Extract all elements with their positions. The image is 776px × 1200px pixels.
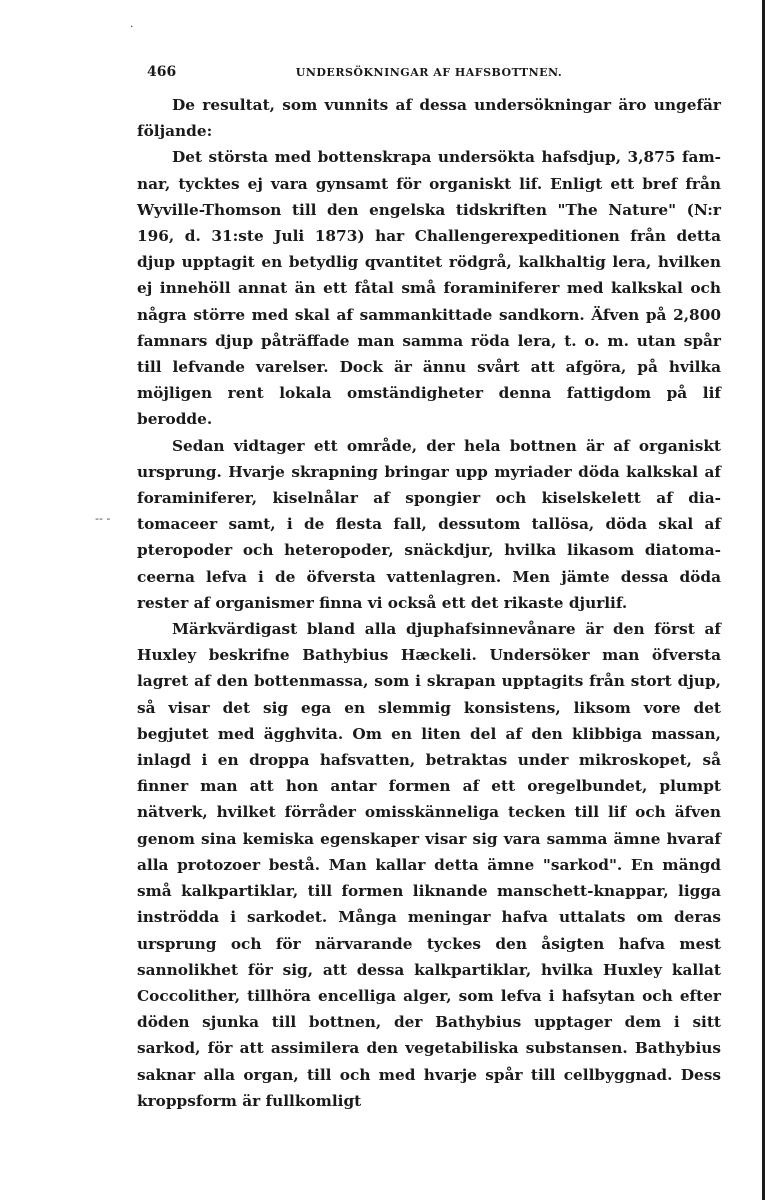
paragraph: Märkvärdigast bland alla djuphafsinnevånare är den först af Huxley beskrifne Bathybius Hæckeli. Undersöker man öfversta lagret af den bottenmassa, som i skrapan upptagits från stort djup, så visar det sig ega en slemmig konsistens, liksom vore det begjutet med ägghvita. Om en liten del af den klibbiga massan, inlagd i en droppa hafsvatten, betraktas under mikroskopet, så finner man att hon antar formen af ett oregelbundet, plumpt nätverk, hvilket förråder omisskänneliga tecken till lif och äfven genom sina kemiska egenskaper visar sig vara samma ämne hvaraf alla protozoer bestå. Man kallar detta ämne "sarkod". En mängd små kalkpartiklar, till formen liknande manschett-knappar, ligga inströdda i sarkodet. Många meningar hafva uttalats om deras ursprung och för närvarande tyckes den åsigten hafva mest sannolikhet för sig, att dessa kalkpartiklar, hvilka Huxley kallat Coccolither, tillhöra encelliga alger, som lefva i hafsytan och efter döden sjunka till bottnen, der Bathybius upptager dem i sitt sarkod, för att assimilera den vegetabiliska substansen. Bathybius saknar alla organ, till och med hvarje spår till cellbyggnad. Dess kroppsform är fullkomligt [137,620,721,1110]
paragraph: Det största med bottenskrapa undersökta hafsdjup, 3,875 famnar, tycktes ej vara gynsamt för organiskt lif. Enligt ett bref från Wyville-Thomson till den engelska tidskriften "The Nature" (N:r 196, d. 31:ste Juli 1873) har Challengerexpeditionen från detta djup upptagit en betydlig qvantitet rödgrå, kalkhaltig lera, hvilken ej innehöll annat än ett fåtal små foraminiferer med kalkskal och några större med skal af sammankittade sandkorn. Äfven på 2,800 famnars djup påträffade man samma röda lera, t. o. m. utan spår till lefvande varelser. Dock är ännu svårt att afgöra, på hvilka möjligen rent lokala omständigheter denna fattigdom på lif berodde. [137,148,721,429]
print-speck-dashes: -- - [95,512,111,525]
body-text [137,92,721,1114]
page-number: 466 [147,64,177,80]
running-head: UNDERSÖKNINGAR AF HAFSBOTTNEN. [295,66,563,79]
paragraph: De resultat, som vunnits af dessa undersökningar äro ungefär följande: [137,96,721,141]
print-speck-dot: · [130,20,134,33]
paragraph: Sedan vidtager ett område, der hela bottnen är af organiskt ursprung. Hvarje skrapning bringar upp myriader döda kalkskal af foraminiferer, kiselnålar af spongier och kiselskelett af diatomaceer samt, i de flesta fall, dessutom tallösa, döda skal af pteropoder och heteropoder, snäckdjur, hvilka likasom diatomaceerna lefva i de öfversta vattenlagren. Men jämte dessa döda rester af organismer finna vi också ett det rikaste djurlif. [137,436,721,612]
page-edge-line [762,0,765,1200]
page-header [137,64,721,84]
